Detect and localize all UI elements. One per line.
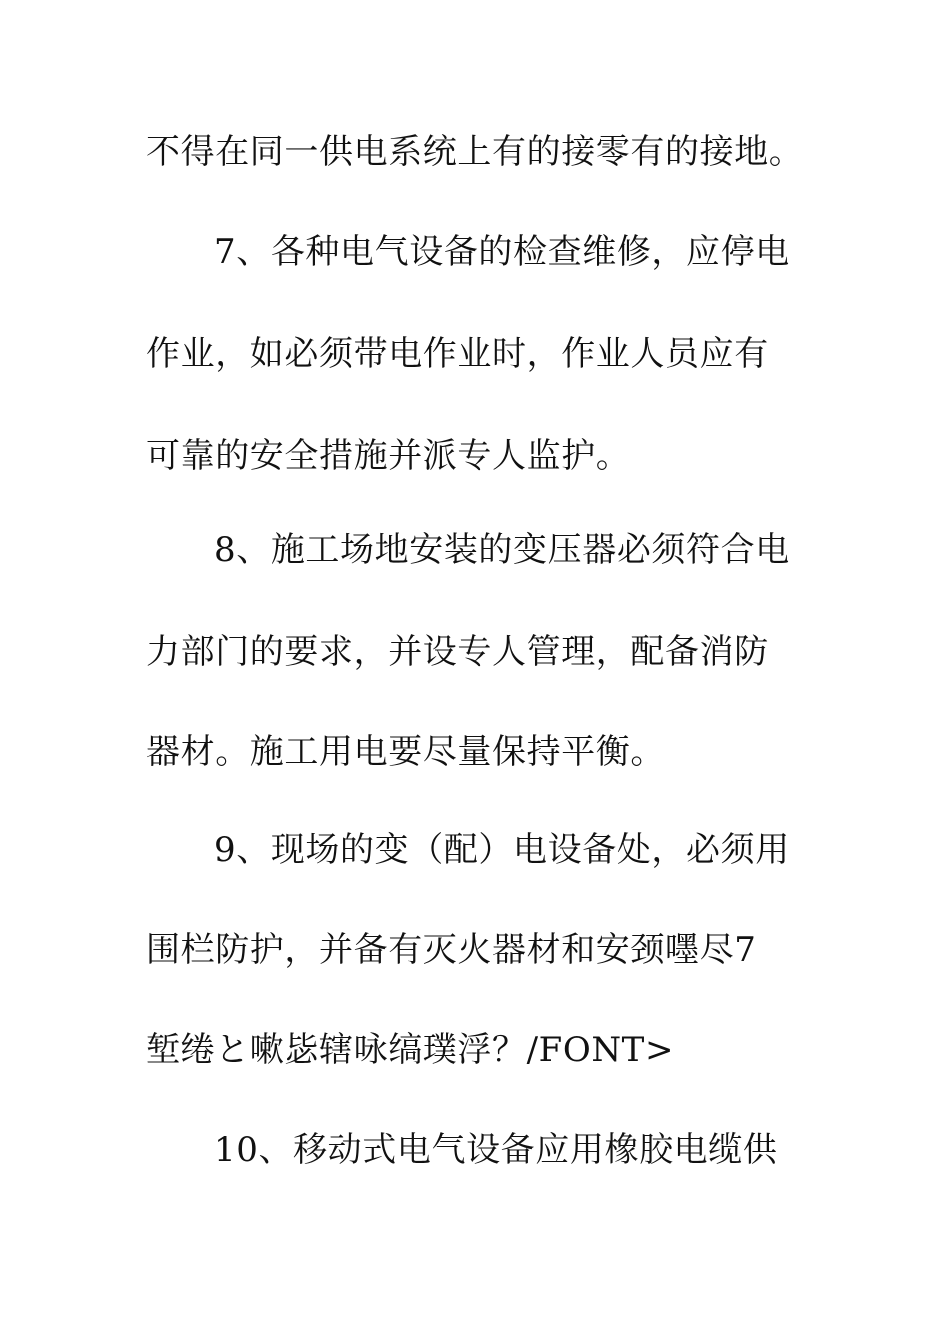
- text-line-9: 围栏防护，并备有灭火器材和安颈嚜尽7: [146, 930, 757, 970]
- text-line-6: 力部门的要求，并设专人管理，配备消防: [146, 632, 769, 672]
- text-line-4: 可靠的安全措施并派专人监护。: [146, 436, 631, 476]
- text-line-8: 9、现场的变（配）电设备处，必须用: [214, 830, 790, 870]
- text-line-5: 8、施工场地安装的变压器必须符合电: [214, 530, 790, 570]
- text-line-1: 不得在同一供电系统上有的接零有的接地。: [146, 132, 804, 172]
- text-line-10: 堑绻と嗽毖辖咏缟璞浮？/FONT>: [146, 1030, 675, 1070]
- text-line-3: 作业，如必须带电作业时，作业人员应有: [146, 334, 769, 374]
- text-line-2: 7、各种电气设备的检查维修，应停电: [214, 232, 790, 272]
- text-line-11: 10、移动式电气设备应用橡胶电缆供: [214, 1130, 778, 1170]
- text-line-7: 器材。施工用电要尽量保持平衡。: [146, 732, 665, 772]
